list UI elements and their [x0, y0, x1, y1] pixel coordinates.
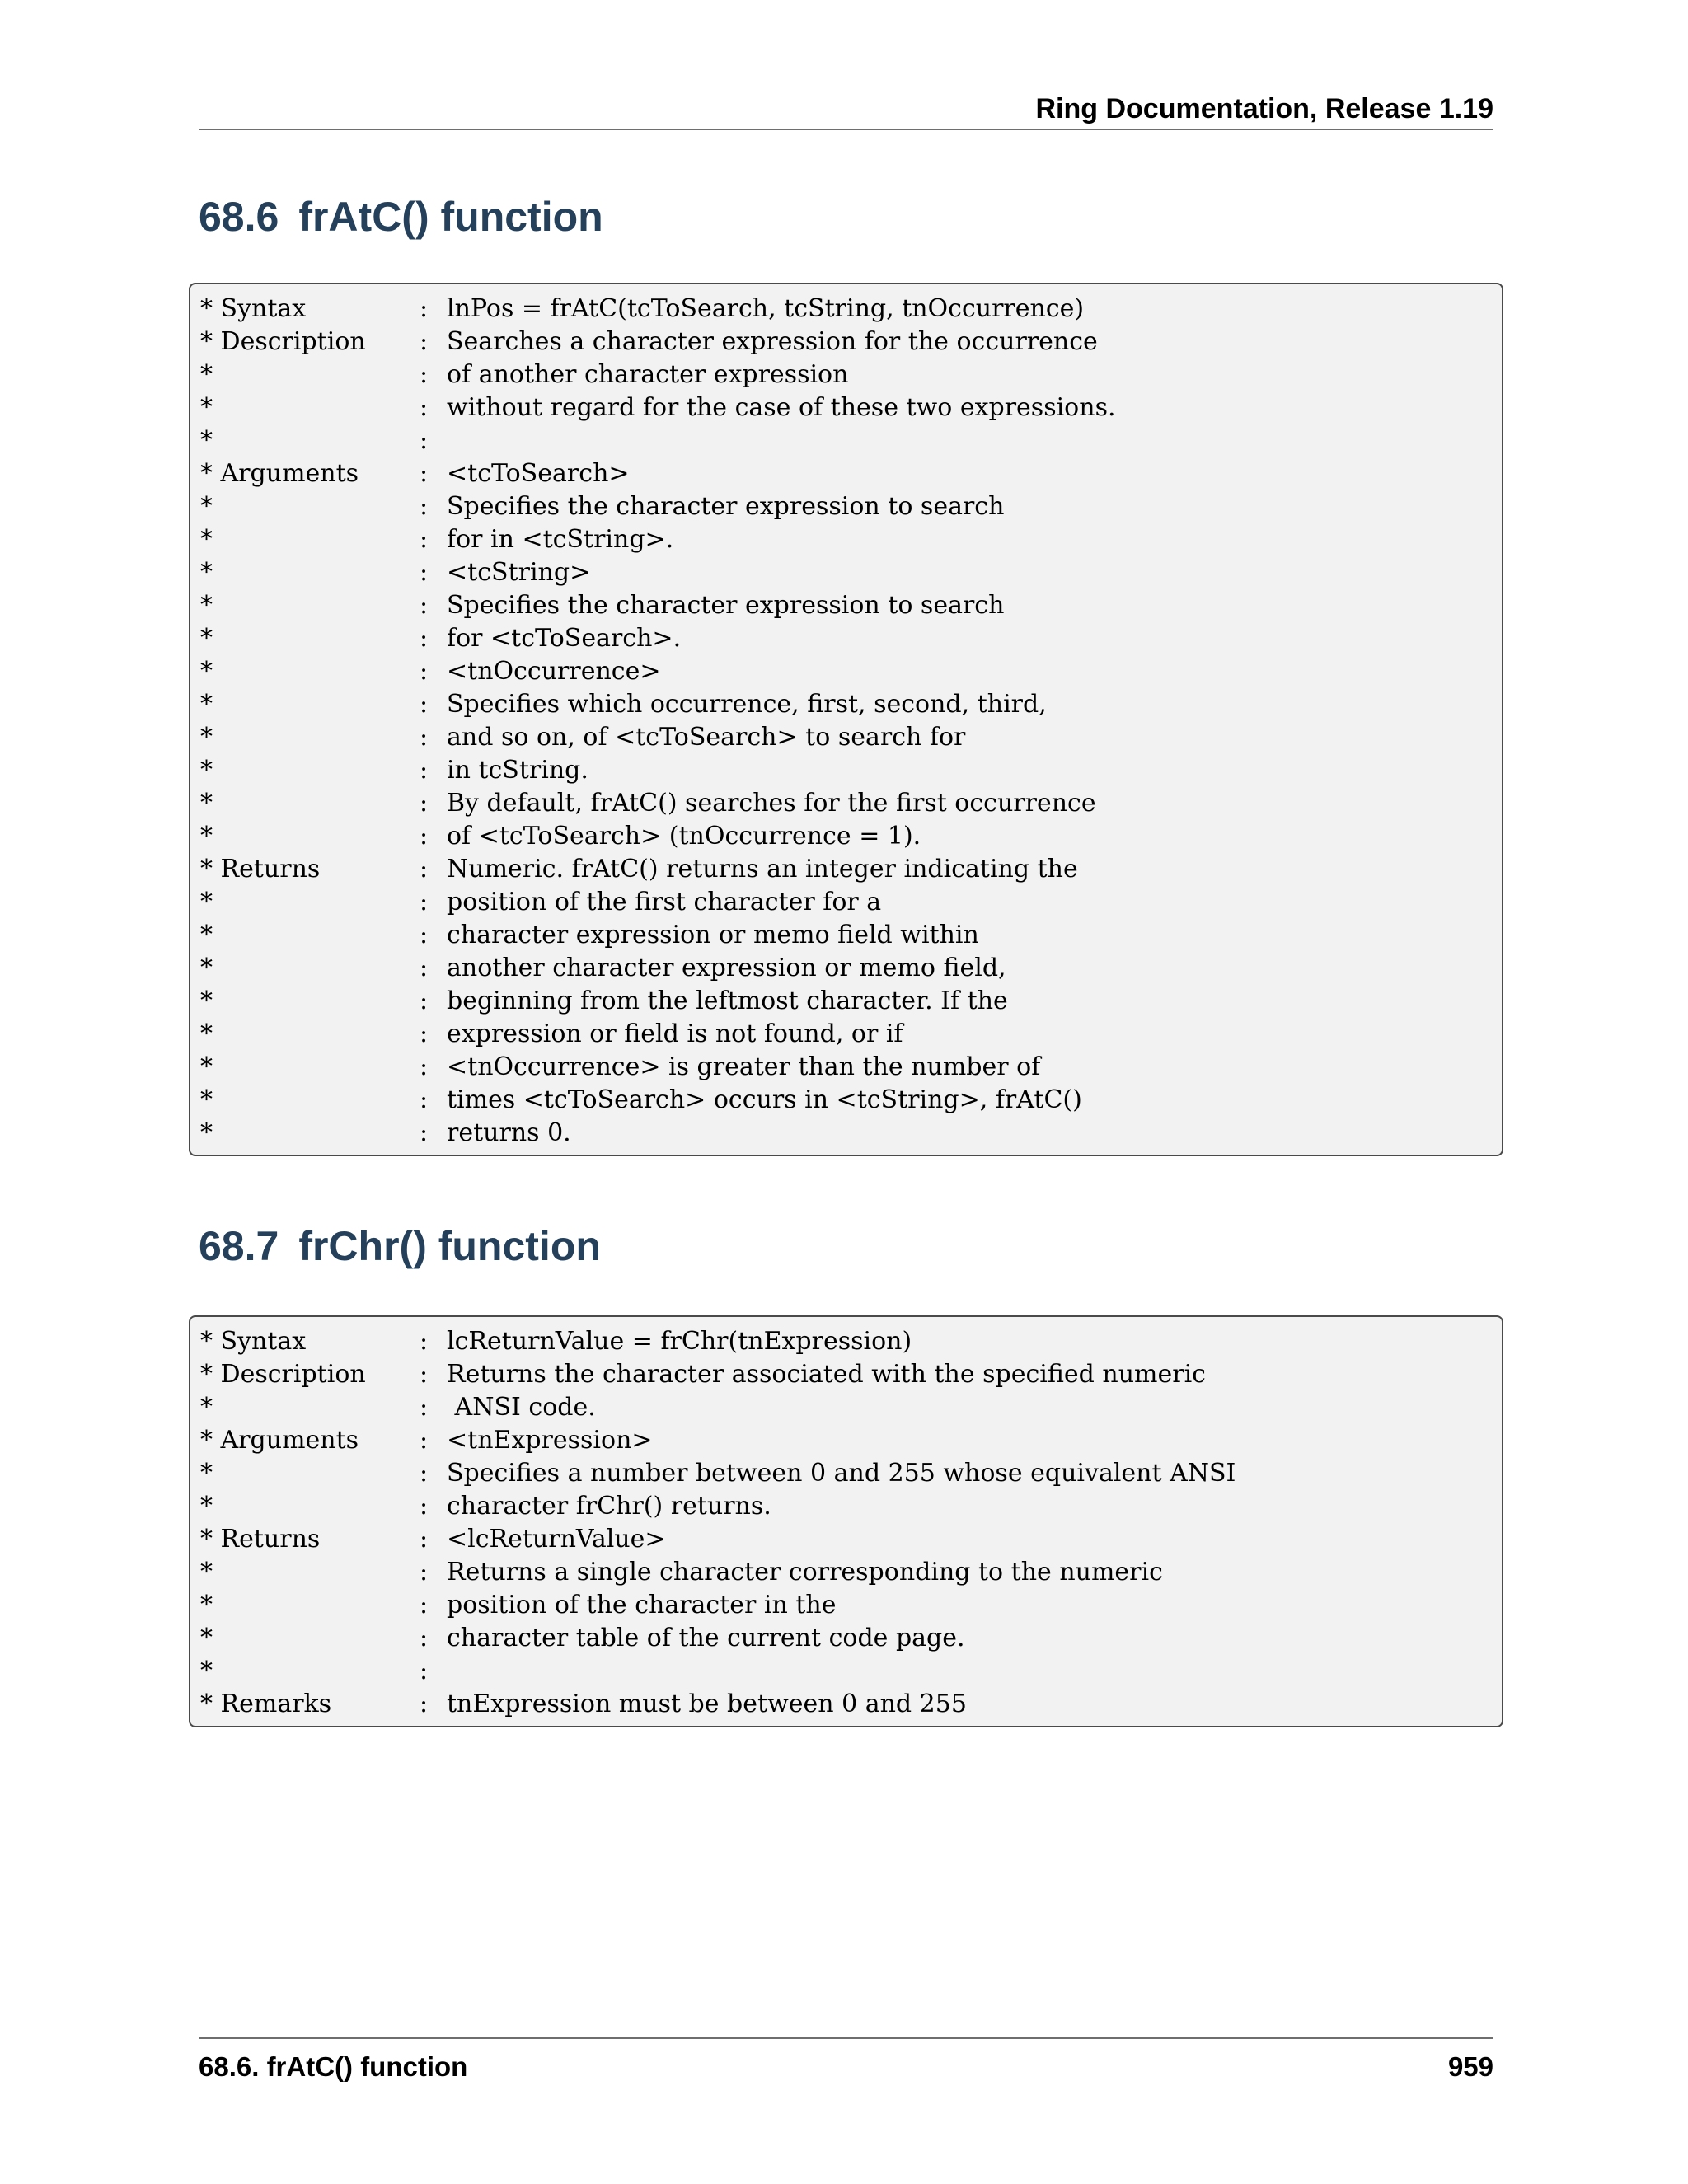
code-line-label: * Returns [200, 855, 321, 883]
code-line [200, 1589, 1486, 1622]
section-heading-frchr [199, 1221, 601, 1271]
code-line-label: * [200, 921, 213, 949]
code-line-text: position of the character in the [447, 1591, 837, 1619]
section-number: 68.7 [199, 1223, 279, 1269]
code-line-label: * [200, 954, 213, 982]
code-line-separator: : [420, 789, 429, 818]
code-line [200, 1622, 1486, 1655]
section-title: frAtC() function [298, 194, 603, 240]
code-line [200, 1457, 1486, 1490]
code-line [200, 424, 1486, 457]
code-line-separator: : [420, 591, 429, 620]
code-line-separator: : [420, 492, 429, 521]
code-line-label: * [200, 822, 213, 851]
code-line [200, 1084, 1486, 1117]
code-line [200, 1018, 1486, 1051]
code-line-text: <tnOccurrence> is greater than the number of [447, 1052, 1041, 1081]
code-line [200, 457, 1486, 490]
code-line-separator: : [420, 657, 429, 686]
page-number: 959 [1447, 2051, 1493, 2082]
code-line-label: * [200, 1459, 213, 1488]
code-line [200, 1424, 1486, 1457]
code-line-text: for <tcToSearch>. [447, 624, 682, 653]
code-line-separator: : [420, 723, 429, 752]
code-line [200, 688, 1486, 721]
code-line-text: lcReturnValue = frChr(tnExpression) [447, 1327, 912, 1356]
code-line [200, 1655, 1486, 1688]
code-line-text: <tcString> [447, 558, 591, 587]
code-line-label: * Description [200, 1360, 366, 1389]
code-line-text: <lcReturnValue> [447, 1525, 666, 1554]
code-line-separator: : [420, 1657, 429, 1685]
code-line-label: * Syntax [200, 1327, 307, 1356]
code-line-separator: : [420, 1459, 429, 1488]
code-line-label: * [200, 1591, 213, 1619]
code-line [200, 523, 1486, 556]
code-line-separator: : [420, 1624, 429, 1652]
code-line [200, 754, 1486, 787]
code-line-separator: : [420, 327, 429, 356]
code-line-separator: : [420, 558, 429, 587]
code-line-separator: : [420, 459, 429, 488]
code-line-label: * Arguments [200, 459, 359, 488]
code-line-label: * [200, 1657, 213, 1685]
code-line-label: * [200, 657, 213, 686]
code-line-label: * Arguments [200, 1426, 359, 1455]
code-line-text: Specifies a number between 0 and 255 whose equivalent ANSI [447, 1459, 1236, 1488]
code-line-text: Searches a character expression for the occurrence [447, 327, 1098, 356]
code-line-label: * [200, 1118, 213, 1147]
code-line [200, 359, 1486, 391]
code-line-label: * [200, 1558, 213, 1586]
code-line-label: * [200, 723, 213, 752]
page-header [199, 92, 1493, 130]
code-line-text: times <tcToSearch> occurs in <tcString>, frAtC() [447, 1085, 1082, 1114]
code-line-label: * [200, 756, 213, 785]
code-line-label: * [200, 1624, 213, 1652]
code-line-text: character expression or memo field within [447, 921, 979, 949]
code-line [200, 589, 1486, 622]
code-line-separator: : [420, 426, 429, 455]
code-line-separator: : [420, 921, 429, 949]
code-line [200, 293, 1486, 326]
code-line-text: ANSI code. [447, 1393, 596, 1422]
code-line-label: * [200, 525, 213, 554]
code-line-text: position of the first character for a [447, 888, 882, 916]
code-line-separator: : [420, 294, 429, 323]
code-line-label: * Syntax [200, 294, 307, 323]
code-line-text: returns 0. [447, 1118, 571, 1147]
code-line [200, 1358, 1486, 1391]
code-line-text: <tnOccurrence> [447, 657, 661, 686]
code-line-label: * [200, 558, 213, 587]
code-line [200, 1117, 1486, 1150]
code-line-text: Specifies which occurrence, first, second, third, [447, 690, 1047, 719]
code-line [200, 919, 1486, 952]
code-line-text: Returns a single character corresponding to the numeric [447, 1558, 1163, 1586]
code-line-separator: : [420, 690, 429, 719]
code-line-label: * Remarks [200, 1690, 332, 1718]
code-line-text: of <tcToSearch> (tnOccurrence = 1). [447, 822, 921, 851]
code-line-separator: : [420, 1360, 429, 1389]
code-line-separator: : [420, 1558, 429, 1586]
code-line-label: * [200, 426, 213, 455]
code-line [200, 886, 1486, 919]
code-line-text: expression or field is not found, or if [447, 1019, 903, 1048]
code-line-separator: : [420, 1327, 429, 1356]
code-line-text: lnPos = frAtC(tcToSearch, tcString, tnOccurrence) [447, 294, 1085, 323]
code-line-label: * [200, 888, 213, 916]
code-line-separator: : [420, 1019, 429, 1048]
code-line-text: <tnExpression> [447, 1426, 653, 1455]
code-line-text: <tcToSearch> [447, 459, 630, 488]
code-line-separator: : [420, 954, 429, 982]
page-footer [199, 2037, 1493, 2082]
code-line-separator: : [420, 987, 429, 1015]
code-line [200, 326, 1486, 359]
code-line-label: * [200, 1052, 213, 1081]
code-line [200, 1391, 1486, 1424]
code-line [200, 1490, 1486, 1523]
code-line-separator: : [420, 525, 429, 554]
code-line-label: * [200, 1492, 213, 1521]
code-line-text: without regard for the case of these two expressions. [447, 393, 1116, 422]
code-line-label: * [200, 624, 213, 653]
code-line-text: of another character expression [447, 360, 849, 389]
code-line-label: * [200, 1085, 213, 1114]
code-line-text: Specifies the character expression to search [447, 492, 1005, 521]
code-line [200, 1523, 1486, 1556]
code-block-frchr [189, 1315, 1503, 1727]
code-line-label: * [200, 1393, 213, 1422]
code-line-separator: : [420, 1118, 429, 1147]
code-line [200, 1688, 1486, 1721]
code-line-text: another character expression or memo field, [447, 954, 1006, 982]
code-line-separator: : [420, 1426, 429, 1455]
code-line [200, 1051, 1486, 1084]
code-line [200, 853, 1486, 886]
code-line-text: for in <tcString>. [447, 525, 674, 554]
code-line-label: * [200, 591, 213, 620]
code-line-separator: : [420, 888, 429, 916]
code-line [200, 985, 1486, 1018]
section-number: 68.6 [199, 194, 279, 240]
code-line [200, 1325, 1486, 1358]
code-line-text: character frChr() returns. [447, 1492, 771, 1521]
code-line-text: Numeric. frAtC() returns an integer indicating the [447, 855, 1078, 883]
code-line-label: * Returns [200, 1525, 321, 1554]
code-line-label: * [200, 360, 213, 389]
code-line [200, 556, 1486, 589]
code-line-text: and so on, of <tcToSearch> to search for [447, 723, 966, 752]
code-line-text: character table of the current code page. [447, 1624, 965, 1652]
code-line [200, 820, 1486, 853]
code-line-text: Returns the character associated with the specified numeric [447, 1360, 1206, 1389]
code-line-separator: : [420, 822, 429, 851]
code-line-separator: : [420, 1690, 429, 1718]
code-line-separator: : [420, 1393, 429, 1422]
document-title: Ring Documentation, Release 1.19 [1035, 93, 1493, 124]
code-line-separator: : [420, 756, 429, 785]
code-line-label: * [200, 1019, 213, 1048]
code-line-separator: : [420, 360, 429, 389]
code-block-fratc [189, 283, 1503, 1156]
code-line-separator: : [420, 624, 429, 653]
code-line-label: * Description [200, 327, 366, 356]
code-line-text: tnExpression must be between 0 and 255 [447, 1690, 967, 1718]
code-line-separator: : [420, 1492, 429, 1521]
code-line [200, 721, 1486, 754]
code-line-text: beginning from the leftmost character. If the [447, 987, 1008, 1015]
code-line-text: in tcString. [447, 756, 588, 785]
code-line-text: Specifies the character expression to search [447, 591, 1005, 620]
section-heading-fratc [199, 192, 603, 241]
code-line [200, 952, 1486, 985]
code-line [200, 391, 1486, 424]
footer-section-reference: 68.6. frAtC() function [199, 2051, 468, 2082]
code-line-label: * [200, 690, 213, 719]
code-line-separator: : [420, 1591, 429, 1619]
code-line-text: By default, frAtC() searches for the first occurrence [447, 789, 1096, 818]
code-line-separator: : [420, 855, 429, 883]
code-line [200, 1556, 1486, 1589]
code-line [200, 787, 1486, 820]
code-line [200, 490, 1486, 523]
code-line-label: * [200, 789, 213, 818]
code-line-label: * [200, 987, 213, 1015]
code-line-label: * [200, 492, 213, 521]
code-line [200, 622, 1486, 655]
code-line-separator: : [420, 1525, 429, 1554]
code-line-separator: : [420, 1052, 429, 1081]
code-line [200, 655, 1486, 688]
section-title: frChr() function [298, 1223, 601, 1269]
code-line-label: * [200, 393, 213, 422]
code-line-separator: : [420, 1085, 429, 1114]
code-line-separator: : [420, 393, 429, 422]
